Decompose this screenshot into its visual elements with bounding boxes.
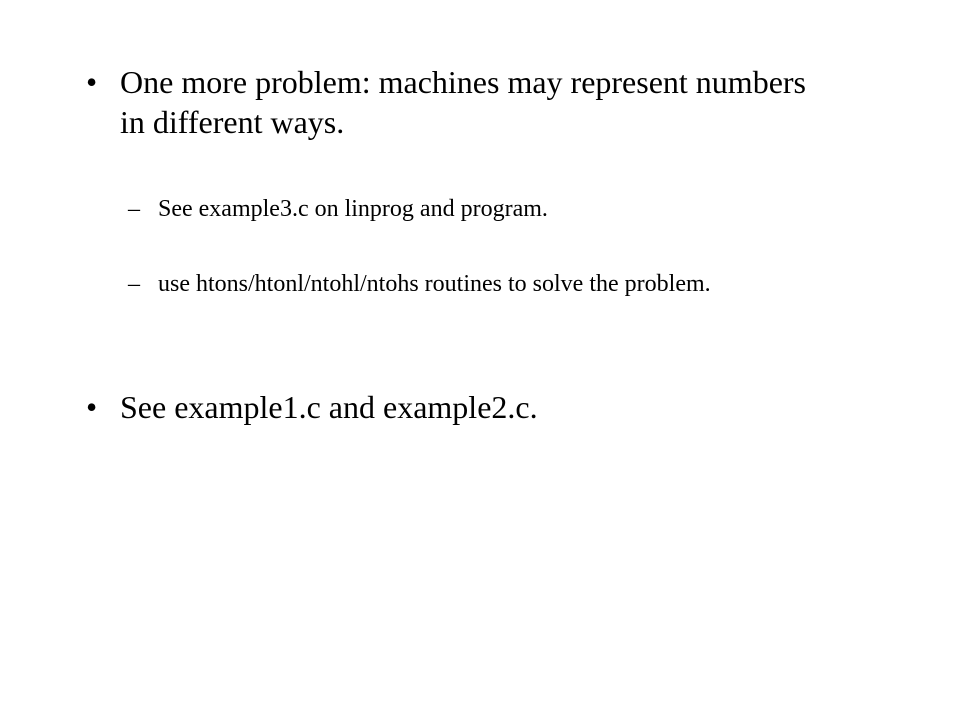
sub-bullet-item <box>128 193 798 226</box>
bullet-text: One more problem: machines may represent numbers in different ways. <box>120 64 806 140</box>
sub-bullet-text: use htons/htonl/ntohl/ntohs routines to solve the problem. <box>158 271 711 297</box>
sub-bullet-text: See example3.c on linprog and program. <box>158 196 548 222</box>
sub-bullet-item <box>128 268 798 301</box>
bullet-dot-icon: • <box>86 64 98 100</box>
bullet-text: See example1.c and example2.c. <box>120 389 538 425</box>
dash-marker-icon: – <box>128 271 140 297</box>
bullet-item <box>86 62 820 142</box>
bullet-dot-icon: • <box>86 389 98 425</box>
dash-marker-icon: – <box>128 196 140 222</box>
bullet-item <box>86 387 820 427</box>
